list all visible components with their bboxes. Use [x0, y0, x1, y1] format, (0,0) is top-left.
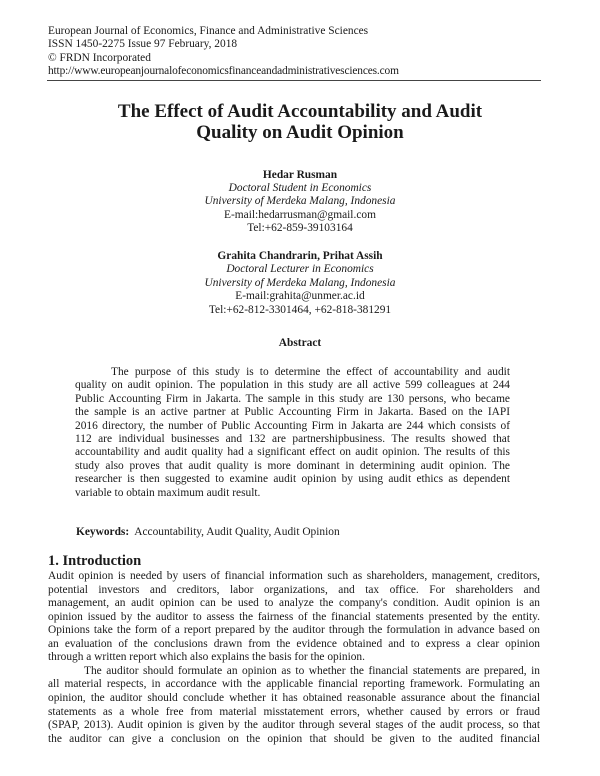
header-divider	[47, 80, 541, 81]
text-line: 2016 directory, the number of Public Accounting Firm in Jakarta are 244 which consists of	[75, 419, 510, 432]
author-email[interactable]: E-mail:grahita@unmer.ac.id	[235, 290, 365, 302]
text-line: management, an audit opinion can be used to analyze the company's condition. Audit opinion is an	[48, 597, 540, 610]
author-affiliation: University of Merdeka Malang, Indonesia	[204, 277, 396, 289]
paper-title-line-1: The Effect of Audit Accountability and Audit	[117, 101, 483, 122]
keywords	[76, 526, 340, 539]
text-line: quality on audit opinion. The population in this study are all active 599 colleagues at 244	[75, 379, 510, 392]
keywords-value: Accountability, Audit Quality, Audit Opinion	[134, 526, 340, 538]
text-line: (SPAP, 2013). Audit opinion is given by the auditor through several stages of the audit process, so that	[48, 719, 540, 732]
paper-title-line-2: Quality on Audit Opinion	[196, 122, 404, 143]
abstract-heading: Abstract	[278, 337, 322, 349]
text-line: statements as a whole free from material misstatement errors, whether caused by errors or fraud	[48, 705, 540, 718]
author-tel: Tel:+62-812-3301464, +62-818-381291	[208, 304, 392, 316]
author-name: Grahita Chandrarin, Prihat Assih	[217, 250, 383, 262]
author-position: Doctoral Lecturer in Economics	[226, 263, 374, 275]
keywords-label: Keywords:	[76, 526, 130, 538]
text-line: opinion issued by the auditor to assess the fairness of the financial statements presented by the entity.	[48, 610, 540, 623]
text-line: all material respects, in accordance with the applicable financial reporting framework. Formulating an	[48, 678, 540, 691]
text-line: accountability and audit quality had a significant effect on audit opinion. The results of this	[75, 446, 510, 459]
text-line: 112 are individual businesses and 132 are partnershipbusiness. The results showed that	[75, 433, 510, 445]
text-line: an evaluation of the conclusions drawn from the evidence obtained and to express a clear opinion	[48, 637, 540, 650]
text-line: The auditor should formulate an opinion as to whether the financial statements are prepared, in	[84, 664, 540, 677]
journal-publisher: © FRDN Incorporated	[48, 52, 151, 64]
text-line: Audit opinion is needed by users of financial information such as shareholders, management, creditors,	[48, 570, 540, 582]
text-line: potential investors and creditors, labor organizations, and tax office. For shareholders and	[48, 583, 540, 596]
journal-name: European Journal of Economics, Finance and Administrative Sciences	[48, 25, 369, 37]
text-line: variable to obtain maximum audit result.	[75, 486, 261, 499]
text-line: the sample is an active partner at Public Accounting Firm in Jakarta. Based on the IAPI	[75, 406, 510, 419]
journal-issue: ISSN 1450-2275 Issue 97 February, 2018	[48, 38, 238, 50]
author-email[interactable]: E-mail:hedarrusman@gmail.com	[224, 209, 376, 221]
text-line: Public Accounting Firm in Jakarta. The sample in this study are 130 persons, who became	[75, 392, 510, 405]
journal-url[interactable]: http://www.europeanjournalofeconomicsfinanceandadministrativesciences.com	[48, 65, 399, 77]
text-line: the auditor can give a conclusion on the opinion that should be given to the audited financial	[48, 732, 540, 745]
author-position: Doctoral Student in Economics	[228, 182, 372, 194]
author-affiliation: University of Merdeka Malang, Indonesia	[204, 195, 396, 207]
text-line: Opinions take the form of a report prepared by the auditor through the formulation in advance based on	[48, 624, 540, 637]
text-line: researcher is then suggested to examine audit opinion by using audit ethics as dependent	[75, 473, 510, 486]
text-line: The purpose of this study is to determine the effect of accountability and audit	[111, 366, 510, 378]
text-line: opinion, the auditor should conclude whether it has obtained reasonable assurance about the financial	[48, 691, 540, 704]
text-line: through a written report which also explains the basis for the opinion.	[48, 651, 365, 664]
author-tel: Tel:+62-859-39103164	[247, 222, 353, 234]
section-heading-introduction: 1. Introduction	[48, 553, 142, 569]
author-name: Hedar Rusman	[262, 169, 338, 181]
text-line: study also proves that audit quality is more dominant in determining audit opinion. The	[75, 459, 510, 472]
